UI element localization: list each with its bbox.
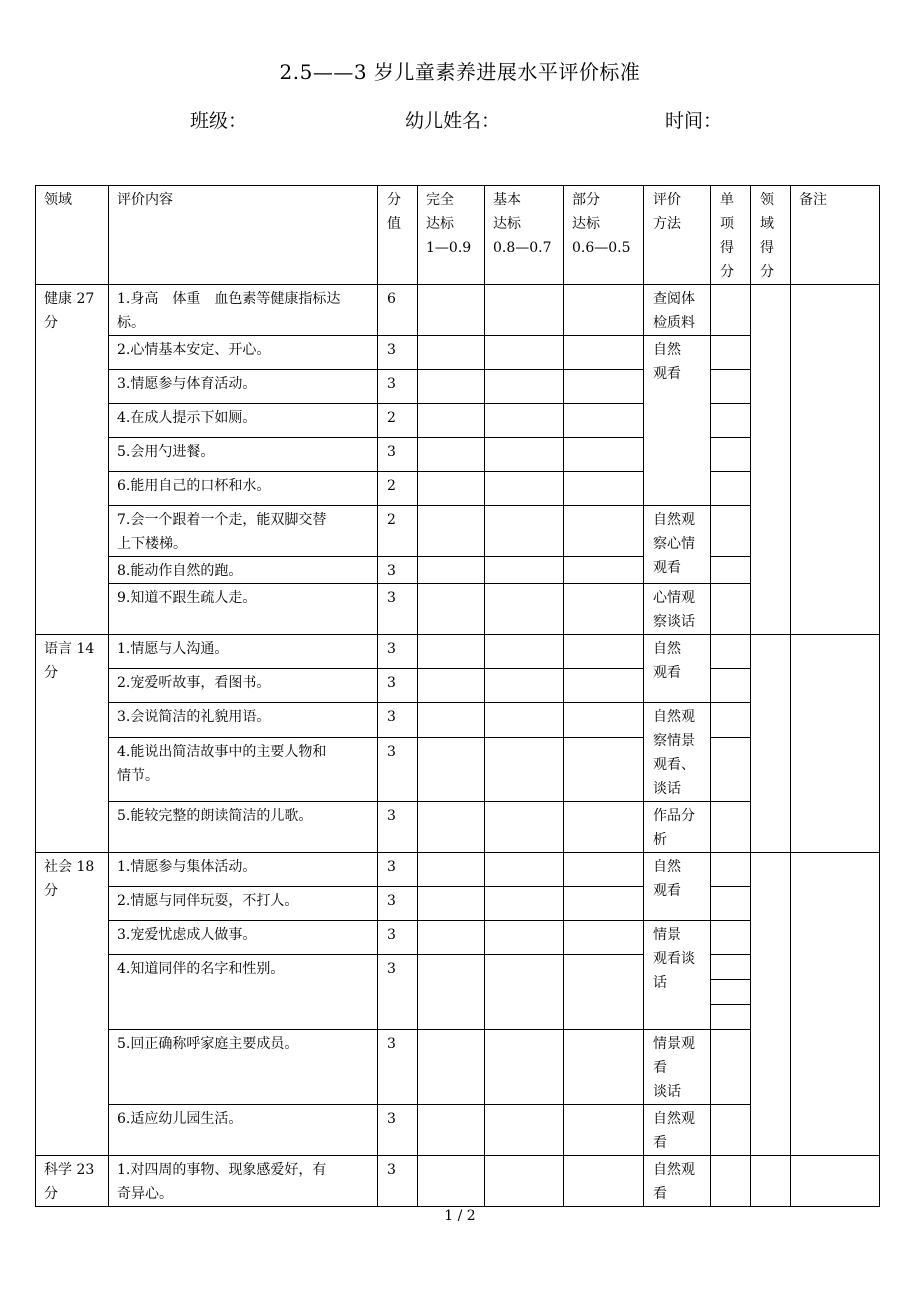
item-score: 3	[378, 336, 418, 370]
item-score: 2	[378, 472, 418, 506]
cell-item-score[interactable]	[711, 506, 751, 557]
cell-partial[interactable]	[564, 438, 644, 472]
text-line: 达标	[572, 216, 600, 232]
text-line: 5.会用勺进餐。	[117, 444, 215, 460]
text-line: 6.能用自己的口杯和水。	[117, 478, 271, 494]
text-line: 自然观	[653, 1162, 695, 1178]
domain-cell-language	[36, 635, 109, 853]
item-content	[109, 506, 378, 557]
text-line: 得	[720, 240, 734, 256]
method-cell	[644, 506, 711, 584]
item-content	[109, 1105, 378, 1156]
item-score: 3	[378, 802, 418, 853]
text-line: 7.会一个跟着一个走，能双脚交替	[117, 512, 327, 528]
cell-item-score[interactable]	[711, 472, 751, 506]
text-line: 0.6—0.5	[572, 240, 631, 256]
cell-full[interactable]	[418, 955, 485, 1030]
text-line: 1.情愿参与集体活动。	[117, 859, 257, 875]
text-line: 健康 27	[44, 291, 95, 307]
cell-item-score[interactable]	[711, 887, 751, 921]
cell-notes[interactable]	[791, 1156, 880, 1207]
cell-partial[interactable]	[564, 802, 644, 853]
cell-notes[interactable]	[791, 853, 880, 1156]
child-name-field-label: 幼儿姓名：	[405, 110, 501, 132]
cell-full[interactable]	[418, 635, 485, 669]
cell-item-score[interactable]	[711, 669, 751, 703]
page-number: 1 / 2	[444, 1208, 476, 1224]
method-cell	[644, 336, 711, 506]
text-line: 完全	[426, 192, 454, 208]
header-domain-score	[751, 186, 791, 285]
text-line: 1—0.9	[426, 240, 472, 256]
method-cell	[644, 1105, 711, 1156]
item-content	[109, 472, 378, 506]
evaluation-table	[35, 185, 880, 1207]
table-row	[36, 635, 880, 669]
domain-cell-social	[36, 853, 109, 1156]
text-line: 评价	[653, 192, 681, 208]
header-notes: 备注	[791, 186, 880, 285]
item-score: 3	[378, 438, 418, 472]
text-line: 谈话	[653, 1084, 681, 1100]
cell-item-score[interactable]	[711, 635, 751, 669]
cell-full[interactable]	[418, 584, 485, 635]
cell-domain-score[interactable]	[751, 1156, 791, 1207]
text-line: 分	[44, 315, 58, 331]
table-row	[36, 853, 880, 887]
text-line: 科学 23	[44, 1162, 95, 1178]
text-line: 查阅体	[653, 291, 695, 307]
method-cell	[644, 703, 711, 802]
text-line: 谈话	[653, 781, 681, 797]
item-score: 3	[378, 737, 418, 801]
cell-item-score[interactable]	[711, 1030, 751, 1105]
text-line: 部分	[572, 192, 600, 208]
cell-basic[interactable]	[485, 438, 564, 472]
item-content	[109, 955, 378, 1030]
cell-full[interactable]	[418, 802, 485, 853]
cell-basic[interactable]	[485, 635, 564, 669]
domain-cell-science	[36, 1156, 109, 1207]
item-content	[109, 438, 378, 472]
text-line: 2.宠爱听故事，看图书。	[117, 675, 271, 691]
text-line: 2.心情基本安定、开心。	[117, 342, 271, 358]
text-line: 分	[760, 264, 774, 280]
cell-domain-score[interactable]	[751, 285, 791, 635]
header-domain: 领域	[36, 186, 109, 285]
header-partial	[564, 186, 644, 285]
cell-full[interactable]	[418, 557, 485, 584]
cell-item-score[interactable]	[711, 404, 751, 438]
cell-basic[interactable]	[485, 472, 564, 506]
cell-basic[interactable]	[485, 370, 564, 404]
cell-item-score[interactable]	[711, 921, 751, 955]
cell-full[interactable]	[418, 370, 485, 404]
text-line: 5.回正确称呼家庭主要成员。	[117, 1036, 299, 1052]
text-line: 情景	[653, 927, 681, 943]
cell-partial[interactable]	[564, 285, 644, 336]
item-content	[109, 584, 378, 635]
text-line: 观看谈	[653, 951, 695, 967]
cell-item-score[interactable]	[711, 955, 751, 1030]
method-cell	[644, 285, 711, 336]
cell-item-score[interactable]	[711, 1156, 751, 1207]
cell-partial[interactable]	[564, 472, 644, 506]
item-content	[109, 703, 378, 738]
item-score: 3	[378, 1105, 418, 1156]
cell-partial[interactable]	[564, 737, 644, 801]
text-line: 4.能说出简洁故事中的主要人物和	[117, 743, 327, 760]
item-content	[109, 370, 378, 404]
item-score: 3	[378, 635, 418, 669]
item-score: 3	[378, 370, 418, 404]
method-cell	[644, 584, 711, 635]
text-line: 自然	[653, 859, 681, 875]
cell-partial[interactable]	[564, 1030, 644, 1105]
text-line: 分	[44, 1186, 58, 1202]
item-content	[109, 887, 378, 921]
text-line: 域	[760, 216, 774, 232]
cell-full[interactable]	[418, 472, 485, 506]
cell-partial[interactable]	[564, 1105, 644, 1156]
text-line: 2.情愿与同伴玩耍，不打人。	[117, 893, 299, 909]
cell-full[interactable]	[418, 887, 485, 921]
cell-item-score[interactable]	[711, 703, 751, 738]
method-cell	[644, 1156, 711, 1207]
cell-basic[interactable]	[485, 802, 564, 853]
text-line: 看	[653, 1135, 667, 1151]
cell-partial[interactable]	[564, 921, 644, 955]
text-line: 社会 18	[44, 859, 95, 875]
text-line: 达标	[493, 216, 521, 232]
text-line: 观看	[653, 560, 681, 576]
domain-cell-health	[36, 285, 109, 635]
text-line: 基本	[493, 192, 521, 208]
text-line: 心情观	[653, 590, 695, 606]
cell-partial[interactable]	[564, 853, 644, 887]
text-line: 8.能动作自然的跑。	[117, 563, 243, 579]
text-line: 得	[760, 240, 774, 256]
cell-basic[interactable]	[485, 285, 564, 336]
cell-partial[interactable]	[564, 584, 644, 635]
text-line: 3.宠爱忧虑成人做事。	[117, 927, 257, 943]
item-score: 3	[378, 921, 418, 955]
text-line: 析	[653, 832, 667, 848]
cell-full[interactable]	[418, 1105, 485, 1156]
cell-partial[interactable]	[564, 955, 644, 1030]
text-line: 1.身高 体重 血色素等健康指标达	[117, 291, 341, 307]
cell-full[interactable]	[418, 336, 485, 370]
text-line: 语言 14	[44, 641, 95, 657]
text-line: 1.对四周的事物、现象感爱好，有	[117, 1162, 327, 1178]
cell-item-score[interactable]	[711, 584, 751, 635]
text-line: 6.适应幼儿园生活。	[117, 1111, 243, 1127]
text-line: 5.能较完整的朗读简洁的儿歌。	[117, 808, 313, 824]
text-line: 观看	[653, 366, 681, 382]
cell-item-score[interactable]	[711, 336, 751, 370]
text-line: 察心情	[653, 536, 695, 552]
text-line: 标。	[117, 315, 145, 331]
item-score: 3	[378, 557, 418, 584]
text-line: 方法	[653, 216, 681, 232]
item-content	[109, 336, 378, 370]
method-cell	[644, 853, 711, 921]
text-line: 项	[720, 216, 734, 232]
header-item-score	[711, 186, 751, 285]
cell-full[interactable]	[418, 1156, 485, 1207]
text-line: 分	[44, 883, 58, 899]
cell-item-score[interactable]	[711, 1105, 751, 1156]
text-line: 9.知道不跟生疏人走。	[117, 590, 257, 606]
text-line: 分	[44, 665, 58, 681]
text-line: 看	[653, 1186, 667, 1202]
item-score: 3	[378, 1156, 418, 1207]
text-line: 上下楼梯。	[117, 536, 187, 552]
document-title: 2.5——3 岁儿童素养进展水平评价标准	[279, 60, 641, 84]
item-score: 3	[378, 887, 418, 921]
item-score: 3	[378, 1030, 418, 1105]
cell-item-score[interactable]	[711, 802, 751, 853]
text-line: 观看、	[653, 757, 695, 773]
cell-full[interactable]	[418, 669, 485, 703]
cell-full[interactable]	[418, 404, 485, 438]
text-line: 自然	[653, 342, 681, 358]
cell-item-score[interactable]	[711, 737, 751, 801]
text-line: 自然观	[653, 1111, 695, 1127]
text-line: 0.8—0.7	[493, 240, 552, 256]
table-row	[36, 1156, 880, 1207]
cell-basic[interactable]	[485, 404, 564, 438]
item-score: 2	[378, 506, 418, 557]
item-content	[109, 1030, 378, 1105]
item-content	[109, 921, 378, 955]
cell-basic[interactable]	[485, 336, 564, 370]
header-method	[644, 186, 711, 285]
text-line: 自然观	[653, 512, 695, 528]
cell-partial[interactable]	[564, 506, 644, 557]
cell-item-score[interactable]	[711, 853, 751, 887]
item-content	[109, 669, 378, 703]
item-content	[109, 285, 378, 336]
cell-notes[interactable]	[791, 635, 880, 853]
cell-partial[interactable]	[564, 370, 644, 404]
text-line: 达标	[426, 216, 454, 232]
cell-full[interactable]	[418, 285, 485, 336]
cell-full[interactable]	[418, 1030, 485, 1105]
item-content	[109, 802, 378, 853]
cell-notes[interactable]	[791, 285, 880, 635]
cell-full[interactable]	[418, 737, 485, 801]
cell-basic[interactable]	[485, 1156, 564, 1207]
item-content	[109, 404, 378, 438]
text-line: 1.情愿与人沟通。	[117, 641, 229, 657]
cell-partial[interactable]	[564, 404, 644, 438]
item-content	[109, 557, 378, 584]
cell-partial[interactable]	[564, 887, 644, 921]
text-line: 分	[387, 192, 401, 208]
text-line: 单	[720, 192, 734, 208]
text-line: 观看	[653, 883, 681, 899]
text-line: 察情景	[653, 733, 695, 749]
item-score: 3	[378, 703, 418, 738]
text-line: 3.情愿参与体育活动。	[117, 376, 257, 392]
cell-partial[interactable]	[564, 635, 644, 669]
method-cell	[644, 1030, 711, 1105]
cell-partial[interactable]	[564, 1156, 644, 1207]
text-line: 自然观	[653, 709, 695, 725]
item-score: 2	[378, 404, 418, 438]
cell-partial[interactable]	[564, 336, 644, 370]
item-score-subcell[interactable]	[711, 955, 750, 980]
item-score: 3	[378, 584, 418, 635]
cell-basic[interactable]	[485, 703, 564, 738]
time-field-label: 时间：	[665, 110, 723, 132]
cell-basic[interactable]	[485, 669, 564, 703]
header-score	[378, 186, 418, 285]
item-score: 6	[378, 285, 418, 336]
cell-partial[interactable]	[564, 703, 644, 738]
class-field-label: 班级：	[190, 110, 248, 132]
cell-full[interactable]	[418, 921, 485, 955]
item-content	[109, 853, 378, 887]
item-score: 3	[378, 853, 418, 887]
cell-full[interactable]	[418, 853, 485, 887]
method-cell	[644, 921, 711, 1030]
item-score-subcell[interactable]	[711, 980, 750, 1005]
text-line: 看	[653, 1060, 667, 1076]
text-line: 4.在成人提示下如厕。	[117, 410, 257, 426]
text-line: 作品分	[653, 808, 695, 824]
item-content	[109, 1156, 378, 1207]
text-line: 检质料	[653, 315, 695, 331]
header-basic	[485, 186, 564, 285]
cell-partial[interactable]	[564, 669, 644, 703]
cell-basic[interactable]	[485, 737, 564, 801]
cell-item-score[interactable]	[711, 285, 751, 336]
text-line: 情节。	[117, 767, 159, 784]
text-line: 察谈话	[653, 614, 695, 630]
cell-basic[interactable]	[485, 557, 564, 584]
item-content	[109, 737, 378, 801]
cell-full[interactable]	[418, 438, 485, 472]
text-line: 4.知道同伴的名字和性别。	[117, 961, 285, 977]
cell-basic[interactable]	[485, 921, 564, 955]
item-score: 3	[378, 669, 418, 703]
cell-basic[interactable]	[485, 955, 564, 1030]
item-content	[109, 635, 378, 669]
header-row	[36, 186, 880, 285]
cell-basic[interactable]	[485, 584, 564, 635]
cell-basic[interactable]	[485, 1030, 564, 1105]
text-line: 自然	[653, 641, 681, 657]
text-line: 分	[720, 264, 734, 280]
text-line: 3.会说简洁的礼貌用语。	[117, 709, 271, 725]
text-line: 观看	[653, 665, 681, 681]
cell-full[interactable]	[418, 506, 485, 557]
cell-basic[interactable]	[485, 1105, 564, 1156]
text-line: 话	[653, 975, 667, 991]
item-score-subcell[interactable]	[711, 1005, 750, 1029]
cell-domain-score[interactable]	[751, 853, 791, 1156]
method-cell	[644, 802, 711, 853]
text-line: 情景观	[653, 1036, 695, 1052]
text-line: 值	[387, 216, 401, 232]
item-score: 3	[378, 955, 418, 1030]
header-full	[418, 186, 485, 285]
text-line: 奇异心。	[117, 1186, 173, 1202]
table-row	[36, 285, 880, 336]
cell-basic[interactable]	[485, 887, 564, 921]
method-cell	[644, 635, 711, 703]
cell-item-score[interactable]	[711, 438, 751, 472]
text-line: 领	[760, 192, 774, 208]
cell-full[interactable]	[418, 703, 485, 738]
header-content: 评价内容	[109, 186, 378, 285]
cell-partial[interactable]	[564, 557, 644, 584]
cell-domain-score[interactable]	[751, 635, 791, 853]
cell-item-score[interactable]	[711, 557, 751, 584]
cell-item-score[interactable]	[711, 370, 751, 404]
cell-basic[interactable]	[485, 506, 564, 557]
cell-basic[interactable]	[485, 853, 564, 887]
